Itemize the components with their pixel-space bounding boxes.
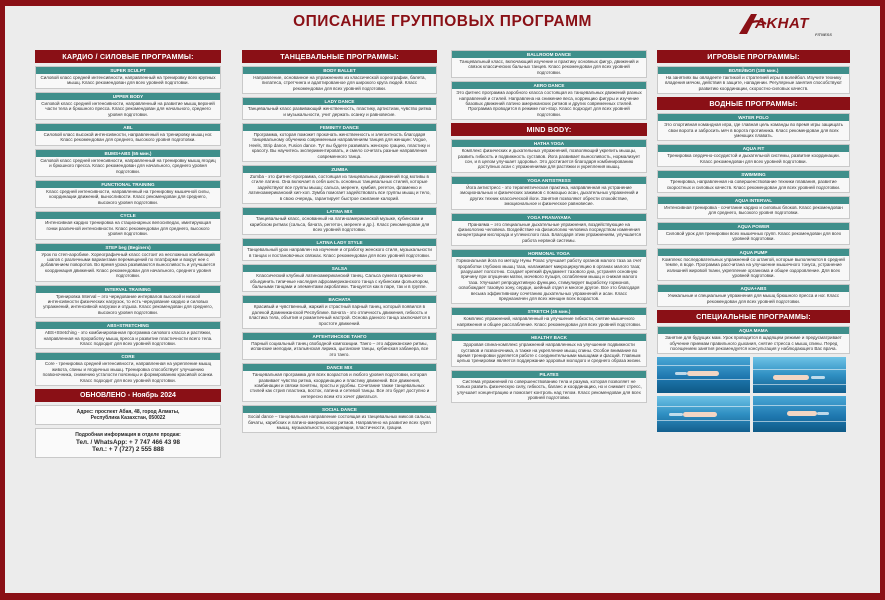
program-name: BODY BALLET [243,67,436,74]
program-card [242,123,437,162]
program-card [451,307,647,330]
program-name: SUPER SCULPT [36,67,220,74]
updated-banner: ОБНОВЛЕНО - Ноябрь 2024 [35,389,221,402]
program-name: INTERVAL TRAINING [36,286,220,293]
program-description: Уникальные и специальные упражнения для мышц брюшного пресса и ног. Класс рекомендован для всех уровней подготовки. [667,293,840,304]
right-border [880,6,885,593]
program-description: Это фитнес программа аэробного класса состоящая из танцевальных движений разных направлений и стилей. Направлена на снижение веса, коррекцию фигуры и изучение базовых движений латино американских ритмов и других современных стилей. Программа проводится в режиме non-stop. Класс подходит для всех уровней подготовки. [456,90,642,117]
program-name: HORMONAL YOGA [452,250,646,257]
program-card [657,170,850,193]
logo-sub-text: FITNESS [815,32,832,37]
contact-phone: Тел.: + 7 (727) 2 555 888 [92,446,164,454]
program-card [242,165,437,204]
program-description: Классический клубный латиноамериканский танец. Сальса сумела гармонично объединить типичные наследия афроамериканского танца с кубинским фольклором, бальными танцами и элементами акробатики. Танцуется как в паре, так и в группе. [249,273,430,289]
program-card [242,238,437,261]
program-name: АРГЕНТИНСКОЕ ТАНГО [243,333,436,340]
program-card [35,211,221,239]
program-card [657,113,850,141]
address-block [35,405,221,425]
program-description: Social dance – танцевальная направление состоящая из танцевальных миксов сальсы, бачаты, карибских и латино-американских ритмов. Направлено на развитие всех групп мышц, музыкальности, координации, пластичности, грации. [247,414,432,431]
program-name: UPPER BODY [36,93,220,100]
program-name: AQUA+ABS [658,285,849,292]
address-line: Адрес: проспект Абая, 48, город Алматы, [76,409,180,415]
program-card [242,405,437,433]
program-description: Zumba - это фитнес-программа, состоящая из танцевальных движений под мотивы в стиле латино. Она включает в себя шесть основных танцевальных стилей, которые задействуют все группы мышц: сальса, меренге, кумбия, регетон, фламенко и латиноамериканский хип-хоп. Зумба помогает задействовать все группы мышц и тело, в свою очередь, гарантирует быстрое сжигание калорий. [248,174,431,201]
program-description: Урок по степ-аэробике. Хореографичный класс состоит из несложных комбинаций шагов с различными вариантами перемещений по платформе и вокруг нее с добавлением поворотов. Во время урока развиваются выносливость и улучшается координация движений. Класс рекомендован для начального, среднего уровня подготовки. [40,251,216,279]
program-card [35,149,221,177]
program-description: Комплекс физических и дыхательных упражнений, позволяющий укрепить мышцы, развить гибкость и подвижность суставов. Йога развивает выносливость, нормализует сон, и в целом улучшает здоровье. Это достигается благодаря комбинированию доступных асан с упражнениями для растяжки и укрепления мышц. [457,148,641,170]
program-description: Красивый и чувственный, жаркий и страстный парный танец, который появился в далекой Доминиканской Республике. Бачата - это отличность движения, гибкость и пластика тела, объятия и романтичный настрой. Основа данного танца заключается в простоте движений. [248,304,431,326]
program-name: ABL [36,124,220,131]
page-title: ОПИСАНИЕ ГРУППОВЫХ ПРОГРАММ [293,13,592,30]
brand-logo [737,12,849,38]
program-name: WATER POLO [658,114,849,121]
program-description: Занятие для будущих мам. Урок проводится в щадящем режиме и предусматривает обучение приемам правильного дыхания, снятие стресса с мышц спины. Перед посещением занятия рекомендуется консультация у наблюдающего Вас врача. [665,335,842,351]
program-name: PILATES [452,371,646,378]
program-name: LATINA LADY STYLE [243,239,436,246]
swimmer-photo [657,396,750,432]
program-name: BACHATA [243,296,436,303]
program-card [35,92,221,120]
program-card [657,284,850,307]
program-name: SWIMMING [658,171,849,178]
program-name: AQUA MAMA [658,327,849,334]
program-description: Интенсивная кардио тренировка на стационарных велосипедах, имитирующая гонки различной интенсивности. Класс рекомендован для среднего, высокого уровня подготовки. [45,220,211,237]
program-description: Танцевальный класс развивающий женственность, пластику, артистизм, чувство ритма и музыкальности, учит держать осанку и равновесие. [247,106,432,117]
program-name: ZUMBA [243,166,436,173]
program-name: CYCLE [36,212,220,219]
program-description: Силовой класс средней интенсивности, направленный на тренировку всех крупных мышц. Класс рекомендован для всех уровней подготовки. [40,75,216,86]
program-card [657,222,850,245]
program-description: ABS+Stretching - это комбинированная программа силового класса и растяжки, направленная на проработку мышц пресса и развитие пластичности всего тела. Класс подходит для всех уровней подготовки. [43,330,213,346]
program-name: AQUA FIT [658,145,849,152]
program-card [657,196,850,219]
program-name: YOGA ANTISTRESS [452,177,646,184]
address-line: Республика Казахстан, 050022 [90,415,166,422]
program-name: STRETCH (45 мин.) [452,308,646,315]
contact-block [35,428,221,457]
swimmer-photo [753,357,846,393]
program-card [35,243,221,282]
swimmer-photo [753,396,846,432]
program-name: SALSA [243,265,436,272]
program-description: Здоровая спина-комплекс упражнений направленных на улучшение подвижности суставов и позвоночника, а также на укрепление мышц спины. Особое внимание во время тренировки уделяется работе с соединительными мышцами и фасций. Главным целью тренировки является поддержание здоровья молодого и среднего образа жизни. [456,342,642,364]
program-name: BALLROOM DANCE [452,51,646,58]
program-description: Парный социальный танец свободной композиции. Танго – это африканские ритмы, испанские мелодии, итальянская лирика, цыганские танцы, кубинская хабанера, все это танго. [250,340,429,357]
swimmer-photo [657,357,750,393]
program-card [242,295,437,329]
section-header: ВОДНЫЕ ПРОГРАММЫ: [657,97,850,110]
program-card [451,333,647,367]
contact-phone: Тел. / WhatsApp: + 7 747 466 43 98 [76,438,180,446]
program-name: HEALTHY BACK [452,334,646,341]
program-description: Гормональная йога по методу Нуны Рохас улучшает работу органов малого таза за счет проработки глубоких мышц таза, налаживает микроциркуляцию в органах малого таза; разрушает полсотню. Создает крепкий фундамент тазового дна, устраняя основную причину при опущении матки, мочевого пузыря, ослаблении мышц и снижая малого таза. Улучшает репродуктивную функцию, стимулирует выработку гормонов, освобождает тазовую зону, сердце, шейный отдел и многое другое. Все это благодаря весьма эффективному сочетанию дыхательных упражнений и асан. Класс предназначен для всех женщин всех возрастов. [456,258,642,301]
program-name: STEP beg (Beginers) [36,244,220,251]
program-name: FUNCTIONAL TRAINING [36,181,220,188]
program-name: ABS+STRETCHING [36,322,220,329]
program-card [242,207,437,235]
program-name: DANCE MIX [243,364,436,371]
program-card [451,139,647,173]
program-card [242,97,437,120]
photo-grid [657,357,850,432]
program-name: YOGA PRANAYAMA [452,214,646,221]
program-description: Танцевальный класс, включающий изучение и практику основных фигур, движений и связок классических бальных танцев. Класс рекомендован для всех уровней подготовки. [459,59,639,75]
program-description: Система упражнений по совершенствованию тела и разума, которая позволяет не только развить физическую силу, гибкость, баланс и координацию, но и снимает стресс, улучшает концентрацию и помогает контроль над телом. Класс рекомендован для всех уровней подготовки. [456,378,642,401]
program-description: Это спортивная командная игра, где главная цель команды во время игры защищать свои ворота и забросить мяч в ворота противника. Класс рекомендован для всех умеющих плавать. [664,122,843,139]
program-description: Танцевальная программа для всех возрастов и любого уровня подготовки, которая развивает чувство ритма, координацию и пластику движений. Все движения, комбинации и связки понятны, просты и удобны. Сочетание также танцевальных стилей как стрип пластика, восток, латина и сетевой танцы. Все это будет доступно и интересно всем кто хочет двигаться. [249,372,430,399]
program-card [657,66,850,94]
program-description: Силовой класс средней интенсивности, направленный на развитие мышц верхней части тела и брюшного пресса. Класс рекомендован для начального, среднего уровня подготовки. [41,100,215,117]
program-card [242,264,437,292]
program-description: На занятиях вы овладеете тактикой и стратегией игры в волейбол. Изучите технику владения мячом, действия в защите, нападении. Регулярные занятия способствуют развитию координации, скоростно-силовых качеств. [665,75,842,91]
program-name: ВОЛЕЙБОЛ (180 мин.) [658,67,849,74]
section-header: ИГРОВЫЕ ПРОГРАММЫ: [657,50,850,63]
program-card [242,363,437,402]
section-header: MIND BODY: [451,123,647,136]
program-description: Комплекс упражнений, направленный на улучшение гибкости, снятие мышечного напряжения и общее расслабление. Класс рекомендован для всех уровней подготовки. [456,316,642,327]
program-description: Пранаяма – это специальные дыхательные упражнения, воздействующие на физиологию человека. Воздействие на физиологию человека посредством изменения концентрации кислорода и углекислого газа. Благодаря этим упражнениям, улучшается работа нервной системы. [456,221,642,243]
program-card [451,50,647,78]
program-description: Танцевальный класс, основанный на латиноамериканской музыке, кубинском и карибском ритмах (сальса, бачата, реггетон, меренге и др.). Класс рекомендован для всех уровней подготовки. [249,216,430,232]
section-header: СПЕЦИАЛЬНЫЕ ПРОГРАММЫ: [657,310,850,323]
program-card [451,213,647,247]
program-description: Интенсивная тренировка - сочетание кардио и силовых блоков. Класс рекомендован для среднего, высокого уровня подготовки. [664,205,843,216]
program-name: FEMINITY DANCE [243,124,436,131]
program-description: Класс средней интенсивности, направленный на тренировку мышечной силы, координации движений, выносливости. Класс рекомендован для среднего, высокого уровня подготовки. [46,189,210,205]
program-card [451,370,647,404]
program-card [451,176,647,210]
program-description: Направление, основанное на упражнениях из классической хореографии, балета, пилатеса, стретчинга и адаптированное для широкого круга людей. Класс рекомендован для всех уровней подготовки. [253,75,426,91]
program-name: LATINA MIX [243,208,436,215]
program-name: CORE [36,353,220,360]
program-description: Core - тренировка средней интенсивности, направленная на укрепление мышц живота, спины и ягодичных мышц. Тренировка способствует улучшению позвоночника, снижению усталости поясницы и формированию красивой осанки. Класс подходит для всех уровней подготовки. [42,361,214,383]
program-name: HATHA YOGA [452,140,646,147]
program-description: Силовой класс высокой интенсивности, направленный на тренировку мышц ног. Класс рекомендован для среднего, высокого уровня подготовки. [43,132,213,143]
section-header: ТАНЦЕВАЛЬНЫЕ ПРОГРАММЫ: [242,50,437,63]
bottom-border [0,593,885,600]
program-card [657,326,850,354]
section-header: КАРДИО / СИЛОВЫЕ ПРОГРАММЫ: [35,50,221,63]
program-card [35,123,221,146]
program-description: Танцевальный урок направлен на изучение и отработку женского стиля, музыкальности в танцах и постановочных связках. Класс рекомендован для всех уровней подготовки. [247,247,432,258]
program-name: BUMS+ABS (55 мин.) [36,150,220,157]
program-description: Тренировка Interval – это чередование интервалов высокой и низкой интенсивности физических нагрузок, то есть чередование кардио и силовых упражнений, интенсивной нагрузки и отдыха. Класс рекомендован для среднего, высокого уровня подготовки. [43,293,213,315]
program-card [35,66,221,89]
program-card [451,249,647,304]
cardio-strength-column [35,50,221,590]
top-border [0,0,885,6]
program-description: Тренировка, направленная на совершенствование техники плавания, развитие скоростных и силовых качеств. Класс рекомендован для всех уровней подготовки. [666,179,841,190]
program-description: Силовой класс средней интенсивности, направленный на тренировку мышц ягодиц и брюшного пресса. Класс рекомендован для начального, среднего уровня подготовки. [40,157,216,174]
games-water-special-column [657,50,850,590]
program-name: LADY DANCE [243,98,436,105]
program-description: Программа, которая поможет прокачать женственность и элегантность благодаря танцевальному обучению современным направлениям танцев для женщин: Vogue, Heels, Strip dance, Fusion dance. Тут вы будете развивать женскую грацию, пластику и красоту. Вы научитесь экспериментировать, и смело сочетать разные направления современного танца. [249,132,430,159]
program-name: AQUA PUMP [658,249,849,256]
program-card [35,352,221,386]
program-description: Комплекс последовательных упражнений со штангой, которые выполняются в средней темпе, в воде. Программа рассчитана на улучшение мышечного тонуса, устранение излишней жировой ткани, укрепление организма и общее оздоровление. Для всех уровней подготовки. [662,256,845,278]
program-description: Тренировка сердечно-сосудистой и дыхательной системы, развитие координации. Класс рекомендован для всех уровней подготовки. [667,153,840,164]
program-card [451,81,647,120]
program-card [35,180,221,208]
left-border [0,6,5,593]
dance-column [242,50,437,590]
contact-line: Подробная информация в отделе продаж: [75,432,181,439]
ballroom-mindbody-column [451,50,647,590]
program-name: AQUA INTERVAL [658,197,849,204]
program-description: Силовой урок для тренировки всех мышечных групп. Класс рекомендован для всех уровней подготовки. [665,230,842,242]
program-card [242,66,437,94]
program-card [242,332,437,360]
program-description: Йога антистресс - это терапевтическая практика, направленная на устранение эмоциональных и физических зажимов с помощью асан, дыхательных упражнений и других техник классической йоги. Занятия позволяют обрести спокойствие, эмоциональное и физическое равновесие. [459,184,639,207]
program-card [35,321,221,349]
program-name: AQUA POWER [658,223,849,230]
program-card [657,248,850,282]
program-name: SOCIAL DANCE [243,406,436,413]
program-card [35,285,221,319]
program-name: AERO DANCE [452,82,646,89]
program-card [657,144,850,167]
logo-brand-text: AKHAT [755,15,809,32]
